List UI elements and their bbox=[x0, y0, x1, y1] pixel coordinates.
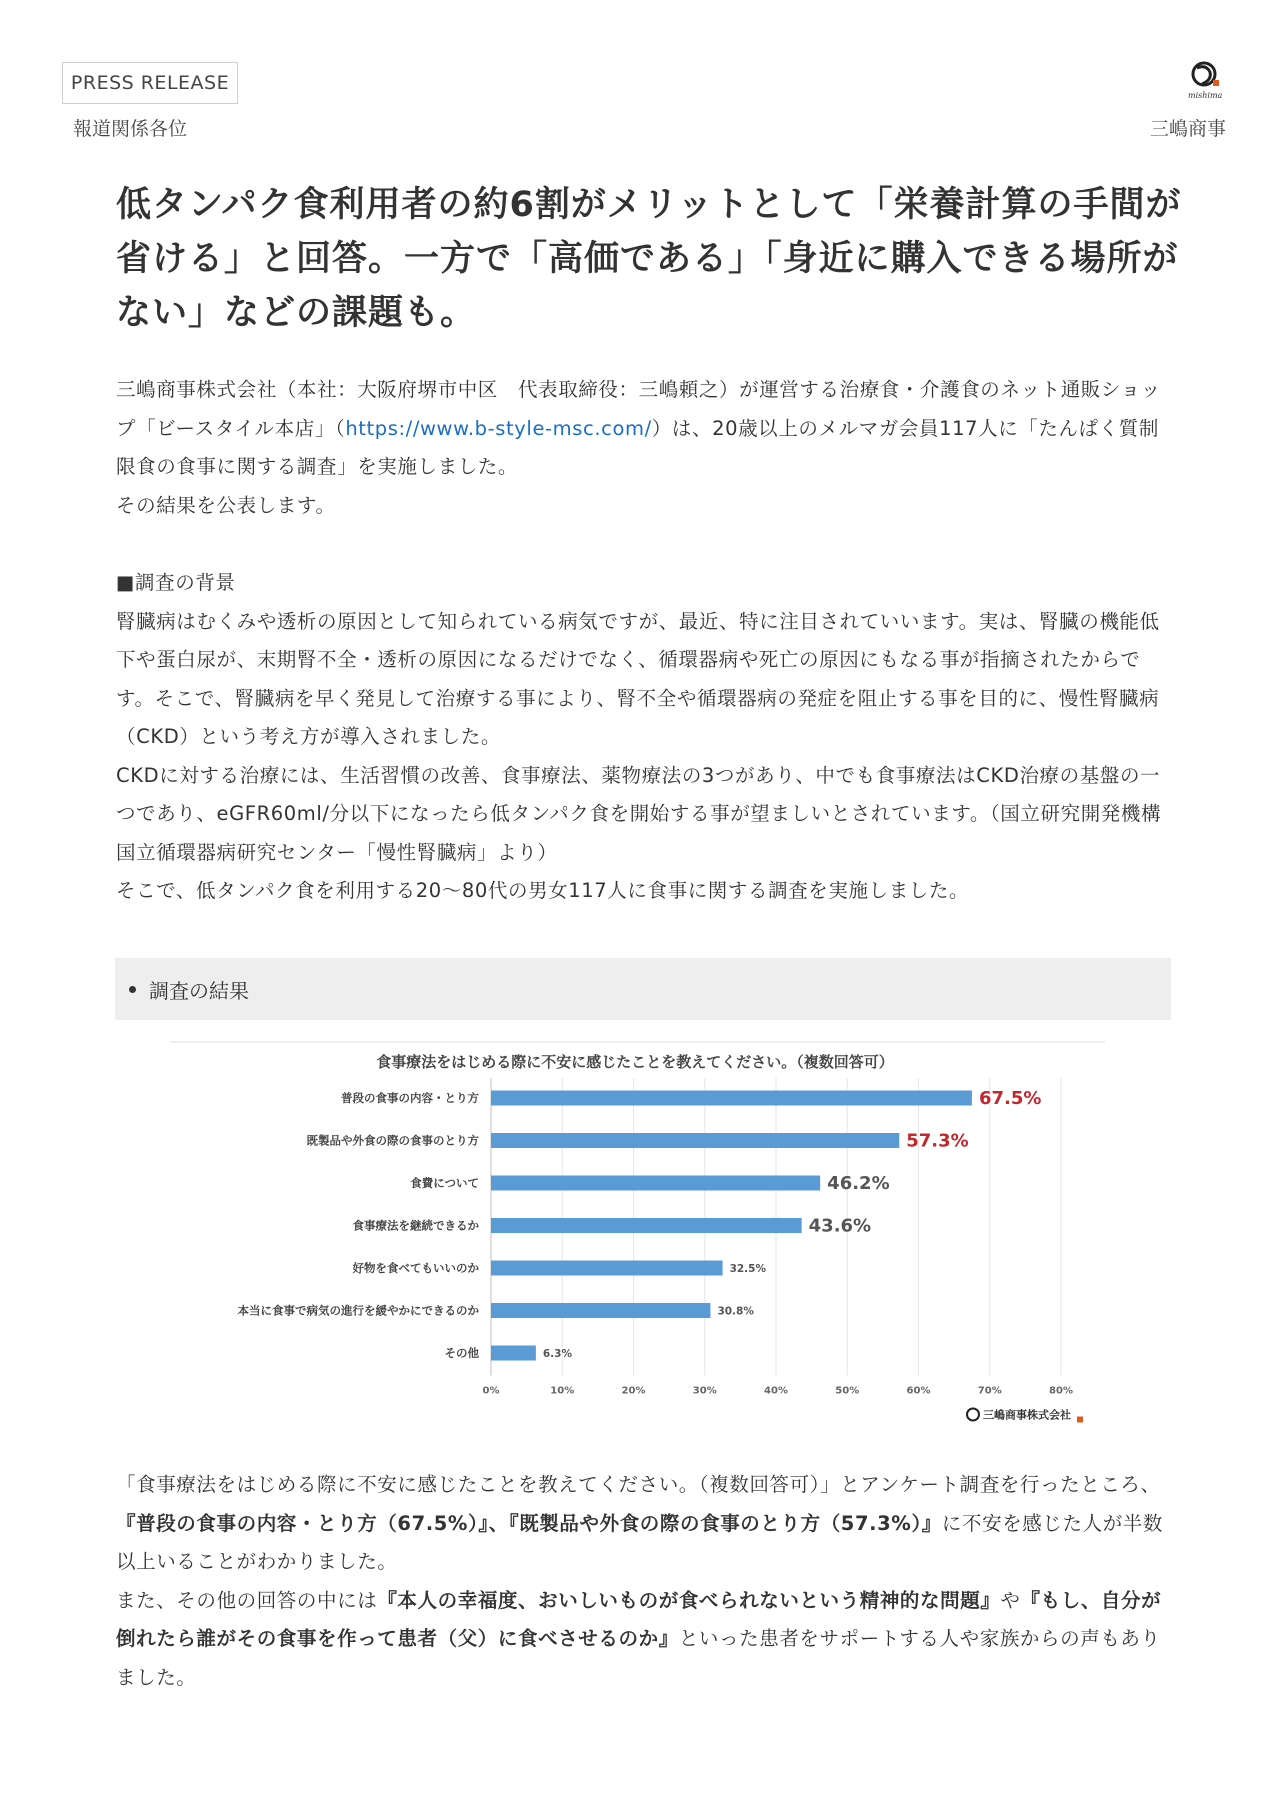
x-tick-label: 20% bbox=[621, 1385, 646, 1397]
press-release-badge: PRESS RELEASE bbox=[62, 62, 238, 104]
category-label: その他 bbox=[444, 1346, 479, 1360]
category-label: 食費について bbox=[410, 1176, 479, 1190]
data-label: 57.3% bbox=[906, 1130, 969, 1152]
x-tick-label: 60% bbox=[906, 1385, 931, 1397]
intro-text: 三嶋商事株式会社（本社：大阪府堺市中区 代表取締役：三嶋頼之）が運営する治療食・介護食のネット通販ショップ「ビースタイル本店」（ bbox=[116, 378, 1161, 440]
background-p2: CKDに対する治療には、生活習慣の改善、食事療法、薬物療法の3つがあり、中でも食事療法はCKD治療の基盤の一つであり、eGFR60ml/分以下になったら低タンパク食を開始する事が望ましいとされています。（国立研究開発機構 国立循環器病研究センター「慢性腎臓病」より） bbox=[116, 763, 1162, 864]
mishima-logo bbox=[1188, 58, 1226, 104]
background-heading: ■調査の背景 bbox=[116, 571, 236, 594]
data-label: 30.8% bbox=[717, 1305, 754, 1318]
x-tick-label: 0% bbox=[482, 1385, 500, 1397]
category-label: 本当に食事で病気の進行を緩やかにできるのか bbox=[237, 1303, 479, 1318]
data-label: 46.2% bbox=[827, 1173, 890, 1194]
category-label: 好物を食べてもいいのか bbox=[352, 1261, 479, 1275]
bullet-icon bbox=[129, 986, 136, 993]
category-label: 普段の食事の内容・とり方 bbox=[341, 1091, 479, 1105]
logo-text: mishima bbox=[1188, 91, 1223, 100]
category-label: 既製品や外食の際の食事のとり方 bbox=[306, 1133, 479, 1148]
background-p3: そこで、低タンパク食を利用する20〜80代の男女117人に食事に関する調査を実施しました。 bbox=[116, 879, 970, 902]
category-label: 食事療法を継続できるか bbox=[352, 1218, 479, 1233]
data-label: 67.5% bbox=[978, 1088, 1042, 1109]
recipient-label: 報道関係各位 bbox=[73, 118, 188, 140]
x-tick-label: 50% bbox=[835, 1385, 860, 1397]
bar bbox=[491, 1133, 899, 1148]
bar bbox=[491, 1261, 723, 1276]
intro-text-cont: ）は、20歳以上のメルマガ会員117人に「たんぱく質制限食の食事に関する調査」を実施しました。 bbox=[116, 416, 1159, 478]
results-highlight-3: 『もし、自分が倒れたら誰がその食事を作って患者（父）に食べさせるのか』 bbox=[116, 1588, 1162, 1650]
chart-source: 三嶋商事株式会社 bbox=[983, 1408, 1071, 1422]
results-highlight-2: 『本人の幸福度、おいしいものが食べられないという精神的な問題』 bbox=[377, 1588, 1001, 1612]
shop-link[interactable]: https://www.b-style-msc.com/ bbox=[345, 416, 652, 440]
data-label: 6.3% bbox=[542, 1348, 573, 1360]
data-label: 32.5% bbox=[729, 1263, 766, 1275]
background-section bbox=[116, 564, 1176, 911]
x-tick-label: 10% bbox=[550, 1385, 575, 1397]
bar bbox=[491, 1218, 802, 1233]
x-tick-label: 80% bbox=[1049, 1385, 1073, 1397]
intro-line2: その結果を公表します。 bbox=[116, 493, 336, 517]
company-name: 三嶋商事 bbox=[1149, 118, 1226, 140]
source-logo-icon bbox=[967, 1409, 979, 1421]
intro-paragraph bbox=[116, 371, 1176, 525]
data-label: 43.6% bbox=[808, 1215, 872, 1237]
x-tick-label: 30% bbox=[692, 1385, 717, 1397]
results-highlight-1: 『普段の食事の内容・とり方（67.5%）』、『既製品や外食の際の食事のとり方（57.3%）』 bbox=[116, 1511, 942, 1535]
bar bbox=[491, 1176, 820, 1191]
x-tick-label: 70% bbox=[977, 1385, 1002, 1397]
bar bbox=[491, 1091, 972, 1106]
headline: 低タンパク食利用者の約6割がメリットとして「栄養計算の手間が省ける」と回答。一方で「高価である」「身近に購入できる場所がない」などの課題も。 bbox=[116, 185, 1182, 333]
bar-chart bbox=[170, 1040, 1105, 1450]
background-p1: 腎臓病はむくみや透析の原因として知られている病気ですが、最近、特に注目されていいます。実は、腎臓の機能低下や蛋白尿が、末期腎不全・透析の原因になるだけでなく、循環器病や死亡の原因にもなる事が指摘されたからです。そこで、腎臓病を早く発見して治療する事により、腎不全や循環器病の発症を阻止する事を目的に、慢性腎臓病（CKD）という考え方が導入されました。 bbox=[116, 609, 1160, 748]
bar bbox=[491, 1346, 536, 1361]
x-tick-label: 40% bbox=[764, 1385, 788, 1397]
results-section-header bbox=[115, 958, 1171, 1020]
source-logo-accent bbox=[1077, 1417, 1083, 1423]
bar bbox=[491, 1303, 710, 1318]
chart-title: 食事療法をはじめる際に不安に感じたことを教えてください。（複数回答可） bbox=[376, 1053, 894, 1071]
results-text: 「食事療法をはじめる際に不安に感じたことを教えてください。（複数回答可）」とアンケート調査を行ったところ、『普段の食事の内容・とり方（67.5%）』、『既製品や外食の際の食事のとり方（57.3%）』に不安を感じた人が半数以上いることがわかりました。 また、その他の回答の中には『本人の幸福度、おいしいものが食べられないという精神的な問題』や『もし、自分が倒れたら誰がその食事を作って患者（父）に食べさせるのか』といった患者をサポートする人や家族からの声もありました。 bbox=[116, 1473, 1164, 1689]
results-section-label: 調査の結果 bbox=[149, 978, 249, 1003]
